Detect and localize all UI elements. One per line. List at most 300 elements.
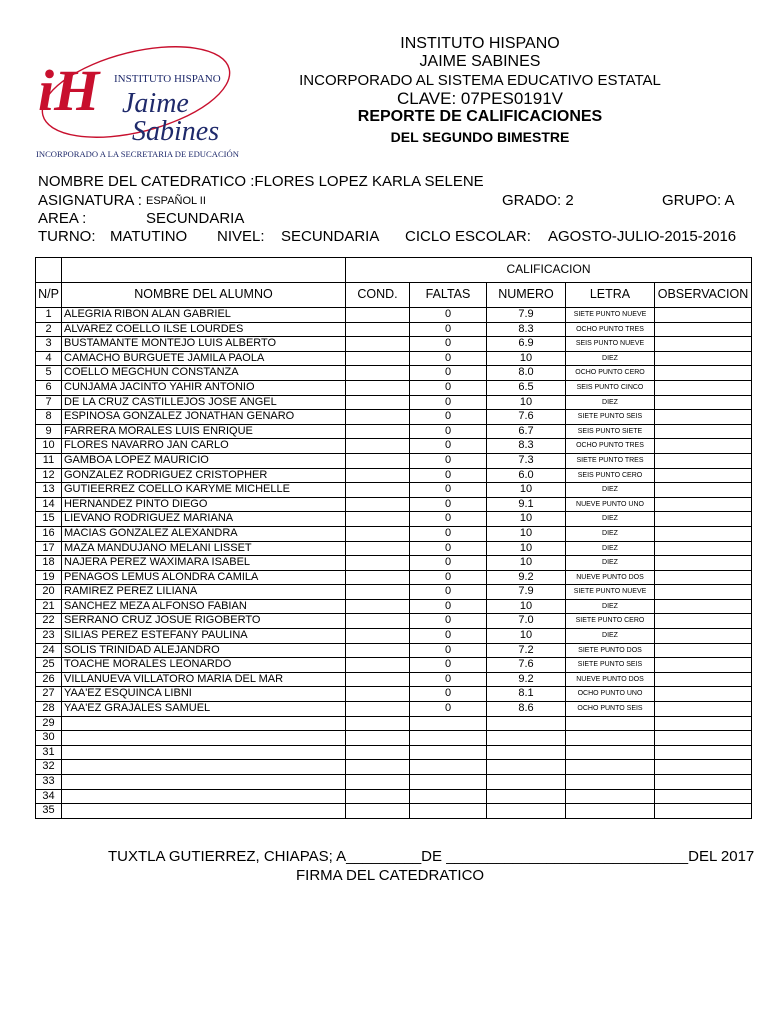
grade-letter: NUEVE PUNTO DOS (566, 672, 655, 687)
observation (655, 629, 752, 644)
row-number: 26 (36, 672, 62, 687)
absences: 0 (410, 366, 487, 381)
conduct (346, 468, 410, 483)
grade-number (487, 804, 566, 819)
absences: 0 (410, 526, 487, 541)
teacher-name: NOMBRE DEL CATEDRATICO :FLORES LOPEZ KARLA SELENE (38, 173, 484, 190)
row-number: 4 (36, 351, 62, 366)
observation (655, 497, 752, 512)
table-row (36, 439, 752, 454)
signature-label: FIRMA DEL CATEDRATICO (296, 867, 485, 884)
grade-letter (566, 789, 655, 804)
grade-letter (566, 716, 655, 731)
student-name: YAA'EZ GRAJALES SAMUEL (62, 702, 346, 717)
student-name: DE LA CRUZ CASTILLEJOS JOSE ANGEL (62, 395, 346, 410)
grade-number (487, 731, 566, 746)
logo-name2: Jaime (122, 88, 189, 119)
level-value: SECUNDARIA (281, 228, 380, 245)
conduct (346, 643, 410, 658)
student-name: ESPINOSA GONZALEZ JONATHAN GENARO (62, 410, 346, 425)
table-row (36, 629, 752, 644)
observation (655, 716, 752, 731)
school-subname: JAIME SABINES (419, 53, 541, 70)
observation (655, 410, 752, 425)
grade-number: 10 (487, 526, 566, 541)
grades-body (36, 308, 752, 819)
table-row (36, 351, 752, 366)
grade-letter: DIEZ (566, 556, 655, 571)
row-number: 12 (36, 468, 62, 483)
student-name: MAZA MANDUJANO MELANI LISSET (62, 541, 346, 556)
row-number: 10 (36, 439, 62, 454)
grade-letter (566, 804, 655, 819)
header-faltas: FALTAS (410, 283, 487, 308)
grade-number: 8.3 (487, 322, 566, 337)
conduct (346, 702, 410, 717)
absences (410, 804, 487, 819)
absences: 0 (410, 483, 487, 498)
incorporation: INCORPORADO AL SISTEMA EDUCATIVO ESTATAL (299, 72, 661, 89)
header-cond: COND. (346, 283, 410, 308)
table-row (36, 804, 752, 819)
table-row (36, 556, 752, 571)
student-name (62, 716, 346, 731)
conduct (346, 395, 410, 410)
absences: 0 (410, 395, 487, 410)
header-np: N/P (36, 283, 62, 308)
table-row (36, 716, 752, 731)
absences: 0 (410, 424, 487, 439)
table-row (36, 337, 752, 352)
table-row (36, 497, 752, 512)
table-row (36, 541, 752, 556)
row-number: 30 (36, 731, 62, 746)
grade-number: 7.3 (487, 453, 566, 468)
observation (655, 702, 752, 717)
grade-letter: SIETE PUNTO DOS (566, 643, 655, 658)
student-name (62, 789, 346, 804)
conduct (346, 716, 410, 731)
absences: 0 (410, 643, 487, 658)
grade-letter: OCHO PUNTO UNO (566, 687, 655, 702)
observation (655, 789, 752, 804)
conduct (346, 672, 410, 687)
student-name: SOLIS TRINIDAD ALEJANDRO (62, 643, 346, 658)
row-number: 32 (36, 760, 62, 775)
observation (655, 614, 752, 629)
table-row (36, 380, 752, 395)
table-row (36, 308, 752, 323)
table-row (36, 410, 752, 425)
absences: 0 (410, 702, 487, 717)
grade-letter (566, 760, 655, 775)
row-number: 24 (36, 643, 62, 658)
conduct (346, 570, 410, 585)
row-number: 14 (36, 497, 62, 512)
grade-number: 10 (487, 599, 566, 614)
absences: 0 (410, 380, 487, 395)
logo-name1: INSTITUTO HISPANO (114, 73, 221, 85)
conduct (346, 760, 410, 775)
student-name: GONZALEZ RODRIGUEZ CRISTOPHER (62, 468, 346, 483)
grade-number (487, 789, 566, 804)
table-header-row-1 (36, 258, 752, 283)
grade-letter: DIEZ (566, 541, 655, 556)
shift-value: MATUTINO (110, 228, 188, 245)
observation (655, 380, 752, 395)
table-row (36, 702, 752, 717)
row-number: 3 (36, 337, 62, 352)
table-row (36, 658, 752, 673)
row-number: 6 (36, 380, 62, 395)
grade-number: 7.2 (487, 643, 566, 658)
grade-number (487, 775, 566, 790)
student-name: CUNJAMA JACINTO YAHIR ANTONIO (62, 380, 346, 395)
conduct (346, 410, 410, 425)
absences: 0 (410, 410, 487, 425)
grade-letter (566, 775, 655, 790)
absences (410, 731, 487, 746)
grade-letter: NUEVE PUNTO UNO (566, 497, 655, 512)
grade-letter: OCHO PUNTO TRES (566, 439, 655, 454)
student-name: PENAGOS LEMUS ALONDRA CAMILA (62, 570, 346, 585)
table-row (36, 570, 752, 585)
logo-footer: INCORPORADO A LA SECRETARIA DE EDUCACIÓN (36, 149, 239, 159)
row-number: 15 (36, 512, 62, 527)
absences (410, 789, 487, 804)
row-number: 20 (36, 585, 62, 600)
student-name: SILIAS PEREZ ESTEFANY PAULINA (62, 629, 346, 644)
grade-letter: OCHO PUNTO TRES (566, 322, 655, 337)
grade-number (487, 716, 566, 731)
conduct (346, 775, 410, 790)
row-number: 13 (36, 483, 62, 498)
row-number: 33 (36, 775, 62, 790)
conduct (346, 453, 410, 468)
absences (410, 760, 487, 775)
conduct (346, 337, 410, 352)
school-name: INSTITUTO HISPANO (400, 35, 560, 52)
grade-letter: SIETE PUNTO NUEVE (566, 308, 655, 323)
grade-letter: OCHO PUNTO SEIS (566, 702, 655, 717)
grade-letter: DIEZ (566, 483, 655, 498)
grade-number: 10 (487, 629, 566, 644)
observation (655, 672, 752, 687)
absences: 0 (410, 658, 487, 673)
observation (655, 804, 752, 819)
observation (655, 745, 752, 760)
observation (655, 424, 752, 439)
observation (655, 308, 752, 323)
absences (410, 716, 487, 731)
conduct (346, 804, 410, 819)
table-row (36, 643, 752, 658)
header-empty-name (62, 258, 346, 283)
area-value: SECUNDARIA (146, 210, 245, 227)
conduct (346, 629, 410, 644)
header-nombre: NOMBRE DEL ALUMNO (62, 283, 346, 308)
absences: 0 (410, 672, 487, 687)
school-key: CLAVE: 07PES0191V (396, 89, 563, 108)
conduct (346, 322, 410, 337)
conduct (346, 599, 410, 614)
observation (655, 351, 752, 366)
absences: 0 (410, 556, 487, 571)
grade-number: 10 (487, 351, 566, 366)
grade-letter: SIETE PUNTO TRES (566, 453, 655, 468)
absences: 0 (410, 585, 487, 600)
conduct (346, 687, 410, 702)
absences: 0 (410, 614, 487, 629)
grade-letter: DIEZ (566, 512, 655, 527)
table-row (36, 468, 752, 483)
observation (655, 453, 752, 468)
grade-number: 8.6 (487, 702, 566, 717)
place-date-line: TUXTLA GUTIERREZ, CHIAPAS; A_________DE _____________________________DEL 2017 (108, 848, 755, 865)
student-name: NAJERA PEREZ WAXIMARA ISABEL (62, 556, 346, 571)
student-name: RAMIREZ PEREZ LILIANA (62, 585, 346, 600)
student-name: BUSTAMANTE MONTEJO LUIS ALBERTO (62, 337, 346, 352)
absences: 0 (410, 497, 487, 512)
grade-number: 7.9 (487, 585, 566, 600)
row-number: 25 (36, 658, 62, 673)
student-name (62, 745, 346, 760)
observation (655, 541, 752, 556)
observation (655, 658, 752, 673)
grade-number: 10 (487, 556, 566, 571)
observation (655, 687, 752, 702)
observation (655, 570, 752, 585)
conduct (346, 483, 410, 498)
student-name: TOACHE MORALES LEONARDO (62, 658, 346, 673)
table-row (36, 775, 752, 790)
grade-letter: NUEVE PUNTO DOS (566, 570, 655, 585)
conduct (346, 351, 410, 366)
student-name: SERRANO CRUZ JOSUE RIGOBERTO (62, 614, 346, 629)
grade-number: 6.0 (487, 468, 566, 483)
student-name (62, 731, 346, 746)
school-logo (36, 40, 256, 160)
school-year-label: CICLO ESCOLAR: (405, 228, 531, 245)
grade-letter: SIETE PUNTO CERO (566, 614, 655, 629)
grade-number: 7.6 (487, 658, 566, 673)
table-row (36, 585, 752, 600)
absences: 0 (410, 570, 487, 585)
grade-letter: SEIS PUNTO CERO (566, 468, 655, 483)
student-name: HERNANDEZ PINTO DIEGO (62, 497, 346, 512)
absences: 0 (410, 453, 487, 468)
row-number: 1 (36, 308, 62, 323)
table-row (36, 672, 752, 687)
grade-letter (566, 731, 655, 746)
row-number: 21 (36, 599, 62, 614)
conduct (346, 789, 410, 804)
row-number: 29 (36, 716, 62, 731)
conduct (346, 512, 410, 527)
row-number: 22 (36, 614, 62, 629)
table-header-row-2 (36, 283, 752, 308)
table-row (36, 687, 752, 702)
conduct (346, 745, 410, 760)
grade-number: 8.0 (487, 366, 566, 381)
student-name (62, 775, 346, 790)
conduct (346, 658, 410, 673)
student-name (62, 760, 346, 775)
table-row (36, 760, 752, 775)
logo-mark: iH (38, 58, 100, 123)
student-name: FLORES NAVARRO JAN CARLO (62, 439, 346, 454)
absences: 0 (410, 322, 487, 337)
observation (655, 337, 752, 352)
grade-number (487, 745, 566, 760)
table-row (36, 512, 752, 527)
grade-number: 9.2 (487, 672, 566, 687)
student-name: GUTIEERREZ COELLO KARYME MICHELLE (62, 483, 346, 498)
grade-number: 8.1 (487, 687, 566, 702)
row-number: 27 (36, 687, 62, 702)
observation (655, 483, 752, 498)
row-number: 5 (36, 366, 62, 381)
area-label: AREA : (38, 210, 87, 227)
grade-letter: DIEZ (566, 395, 655, 410)
grade-number: 7.0 (487, 614, 566, 629)
conduct (346, 731, 410, 746)
conduct (346, 439, 410, 454)
observation (655, 775, 752, 790)
grade-letter: DIEZ (566, 351, 655, 366)
row-number: 19 (36, 570, 62, 585)
conduct (346, 497, 410, 512)
logo-graphic (36, 40, 256, 160)
grade-letter: SIETE PUNTO SEIS (566, 658, 655, 673)
row-number: 2 (36, 322, 62, 337)
grade-letter: OCHO PUNTO CERO (566, 366, 655, 381)
grade-letter: DIEZ (566, 599, 655, 614)
observation (655, 512, 752, 527)
table-row (36, 731, 752, 746)
conduct (346, 614, 410, 629)
table-row (36, 483, 752, 498)
logo-name3: Sabines (132, 116, 220, 147)
absences: 0 (410, 599, 487, 614)
observation (655, 731, 752, 746)
grade-number: 9.1 (487, 497, 566, 512)
row-number: 28 (36, 702, 62, 717)
group: GRUPO: A (662, 192, 735, 209)
table-row (36, 526, 752, 541)
student-name: GAMBOA LOPEZ MAURICIO (62, 453, 346, 468)
table-row (36, 745, 752, 760)
absences (410, 745, 487, 760)
absences: 0 (410, 687, 487, 702)
absences: 0 (410, 308, 487, 323)
row-number: 8 (36, 410, 62, 425)
observation (655, 395, 752, 410)
conduct (346, 526, 410, 541)
absences: 0 (410, 512, 487, 527)
table-row (36, 453, 752, 468)
row-number: 18 (36, 556, 62, 571)
absences: 0 (410, 629, 487, 644)
table-row (36, 599, 752, 614)
absences: 0 (410, 541, 487, 556)
student-name: FARRERA MORALES LUIS ENRIQUE (62, 424, 346, 439)
grade-number: 7.9 (487, 308, 566, 323)
grade-number: 6.9 (487, 337, 566, 352)
student-name (62, 804, 346, 819)
grade-number: 10 (487, 483, 566, 498)
conduct (346, 380, 410, 395)
conduct (346, 585, 410, 600)
report-period: DEL SEGUNDO BIMESTRE (390, 129, 570, 145)
row-number: 11 (36, 453, 62, 468)
level-label: NIVEL: (217, 228, 265, 245)
grade-number (487, 760, 566, 775)
grade-letter: SEIS PUNTO NUEVE (566, 337, 655, 352)
grade-letter: DIEZ (566, 629, 655, 644)
row-number: 31 (36, 745, 62, 760)
grade-letter: SIETE PUNTO SEIS (566, 410, 655, 425)
grade: GRADO: 2 (502, 192, 574, 209)
student-name: COELLO MEGCHUN CONSTANZA (62, 366, 346, 381)
table-row (36, 789, 752, 804)
student-name: SANCHEZ MEZA ALFONSO FABIAN (62, 599, 346, 614)
conduct (346, 541, 410, 556)
row-number: 17 (36, 541, 62, 556)
row-number: 35 (36, 804, 62, 819)
conduct (346, 308, 410, 323)
observation (655, 585, 752, 600)
header-numero: NUMERO (487, 283, 566, 308)
table-row (36, 424, 752, 439)
header-observacion: OBSERVACION (655, 283, 752, 308)
student-name: VILLANUEVA VILLATORO MARIA DEL MAR (62, 672, 346, 687)
observation (655, 760, 752, 775)
observation (655, 322, 752, 337)
absences (410, 775, 487, 790)
row-number: 16 (36, 526, 62, 541)
row-number: 34 (36, 789, 62, 804)
student-name: MACIAS GONZALEZ ALEXANDRA (62, 526, 346, 541)
grade-number: 7.6 (487, 410, 566, 425)
grade-letter (566, 745, 655, 760)
header-calificacion: CALIFICACION (346, 258, 752, 283)
grade-number: 10 (487, 541, 566, 556)
conduct (346, 366, 410, 381)
shift-label: TURNO: (38, 228, 96, 245)
student-name: YAA'EZ ESQUINCA LIBNI (62, 687, 346, 702)
observation (655, 439, 752, 454)
absences: 0 (410, 351, 487, 366)
grade-letter: SEIS PUNTO CINCO (566, 380, 655, 395)
student-name: CAMACHO BURGUETE JAMILA PAOLA (62, 351, 346, 366)
grade-letter: DIEZ (566, 526, 655, 541)
observation (655, 526, 752, 541)
row-number: 7 (36, 395, 62, 410)
table-row (36, 366, 752, 381)
absences: 0 (410, 468, 487, 483)
absences: 0 (410, 439, 487, 454)
subject-label: ASIGNATURA : (38, 192, 142, 209)
grade-number: 8.3 (487, 439, 566, 454)
observation (655, 599, 752, 614)
grade-number: 9.2 (487, 570, 566, 585)
student-name: ALEGRIA RIBON ALAN GABRIEL (62, 308, 346, 323)
student-name: ALVAREZ COELLO ILSE LOURDES (62, 322, 346, 337)
observation (655, 556, 752, 571)
observation (655, 366, 752, 381)
grade-number: 10 (487, 512, 566, 527)
